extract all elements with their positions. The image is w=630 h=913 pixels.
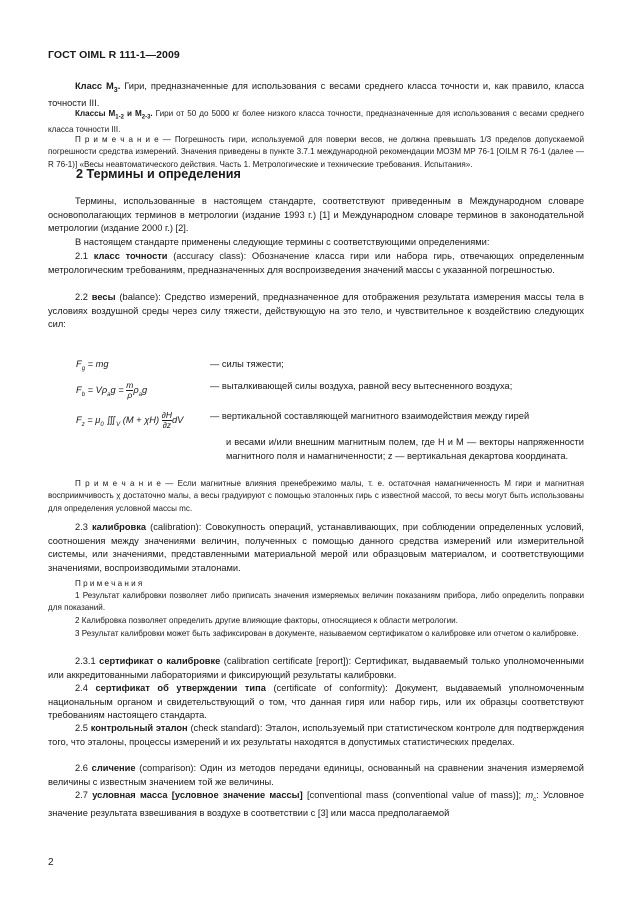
formula-gravity: $F_g$ = mg <box>76 359 109 372</box>
note-2-3-3: 3 Результат калибровки может быть зафиксирован в документе, называемом сертификатом о калибровке или отчетом о калибровке. <box>75 629 579 638</box>
term-2-1: 2.1 класс точности (accuracy class): Обозначение класса гири или набора гирь, отвечающих определенным метрологическим требованиям, предназначенных для воспроизведения значений массы с указанной погрешностью. <box>48 251 584 275</box>
term-2-3: 2.3 калибровка (calibration): Совокупность операций, устанавливающих, при соблюдении определенных условий, соотношения между значениями величин, полученных с помощью данного средства измерений или измерительной системы, или значениями, представленными материальной мерой или образцовым материалом, и соответствующими значениями, воспроизводимыми эталонами. <box>48 522 584 573</box>
formula-buoyancy: $F_b = V\rho_ag$ = $\frac{m}{\rho}$ $\rho_ag$ <box>76 380 148 400</box>
formula-magnetic-desc: — вертикальной составляющей магнитного взаимодействия между гирей <box>210 411 530 421</box>
paragraph-terms-1: Термины, использованные в настоящем стандарте, соответствуют приведенным в Международном словаре основополагающих терминов в метрологии (издание 1993 г.) [1] и Международном словаре терминов в законодательной метрологии (издание 2000 г.) [2]. <box>48 196 584 234</box>
term-2-7: 2.7 условная масса [условное значение массы] [conventional mass (conventional value of mass)]; $m_c$: Условное значение результата взвешивания в воздухе в соответствии с [3] или масса предполагаемой <box>48 790 584 819</box>
note-2-2: П р и м е ч а н и е — Если магнитные влияния пренебрежимо малы, т. е. остаточная намагниченность M гири и магнитная восприимчивость χ достаточно малы, а весы градуируют с помощью эталонных гирь с известной массой, то весы могут быть использованы для определения условной массы mc. <box>48 479 584 513</box>
document-header: ГОСТ OIML R 111-1—2009 <box>48 49 180 61</box>
paragraph-terms-2: В настоящем стандарте применены следующие термины с соответствующими определениями: <box>75 237 490 247</box>
formula-magnetic-desc-cont: и весами и/или внешним магнитным полем, где H и M — векторы напряженности магнитного поля и намагниченности; z — вертикальная декартова координата. <box>226 437 584 461</box>
section-title: 2 Термины и определения <box>76 167 241 181</box>
paragraph-class-m12: Классы $M_{1-2}$ и $M_{2-3}$. Гири от 50 до 5000 кг более низкого класса точности, предназначенные для использования с весами среднего класса точности III. <box>48 109 585 135</box>
page-number: 2 <box>48 857 54 868</box>
formula-magnetic: $F_z = \mu_0$ $∭_V$ (M + χH) $\frac{\partial H}{\partial z}$ dV <box>76 410 184 430</box>
term-2-6: 2.6 сличение (comparison): Один из методов передачи единицы, основанный на сравнении значения измеряемой величины с известным значением той же величины. <box>48 763 584 787</box>
term-2-5: 2.5 контрольный эталон (check standard): Эталон, используемый при статистическом контроле для подтверждения того, что эталоны, процессы измерений и их результаты находятся в допустимых статистических пределах. <box>48 723 584 747</box>
note-2-3-1: 1 Результат калибровки позволяет либо приписать значения измеряемых величин показаниям прибора, либо определить поправки для показаний. <box>48 591 584 613</box>
note-intro: П р и м е ч а н и е — Погрешность гири, используемой для поверки весов, не должна превышать 1/3 пределов допускаемой погрешности средства измерений. Значения приведены в пункте 3.7.1 международной рекомендации МОЗМ МР 76-1 [OILM R 76-1 (далее — R 76-1)] «Весы неавтоматического действия. Часть 1. Метрологические и технические требования. Испытания». <box>48 135 584 169</box>
term-2-3-1: 2.3.1 сертификат о калибровке (calibration certificate [report]): Сертификат, выдаваемый только уполномоченными или аккредитованными лабораториями и фиксирующий результаты калибровки. <box>48 656 584 680</box>
notes-heading: П р и м е ч а н и я <box>75 579 143 588</box>
term-2-2: 2.2 весы (balance): Средство измерений, предназначенное для отображения результата измерения массы тела в условиях воздушной среды через силу тяжести, действующую на это тело, и чувствительное к воздействию следующих сил: <box>48 292 584 330</box>
formula-gravity-desc: — силы тяжести; <box>210 359 284 369</box>
class-m3-text: Гири, предназначенные для использования с весами среднего класса точности и, как правило, класса точности III. <box>48 81 584 109</box>
term-2-4: 2.4 сертификат об утверждении типа (certificate of conformity): Документ, выдаваемый уполномоченным национальным органом и свидетельствующий о том, что данная гиря или набор гирь, или их образцы соответствуют требованиям настоящего стандарта. <box>48 683 584 721</box>
note-2-3-2: 2 Калибровка позволяет определить другие влияющие факторы, относящиеся к области метрологии. <box>75 616 458 625</box>
paragraph-class-m3: Класс $M_3$. Гири, предназначенные для использования с весами среднего класса точности и, как правило, класса точности III. <box>48 81 584 109</box>
formula-buoyancy-desc: — выталкивающей силы воздуха, равной весу вытесненного воздуха; <box>210 381 513 391</box>
